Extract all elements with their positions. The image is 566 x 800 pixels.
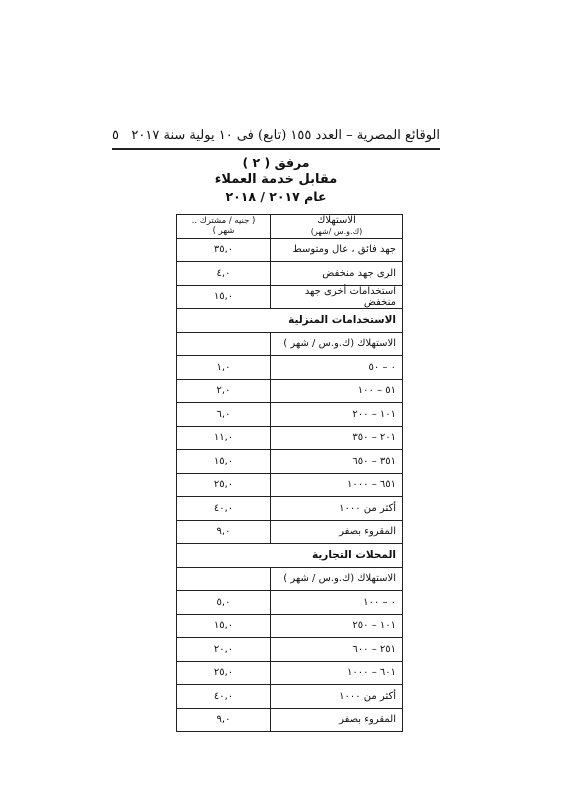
consumption-cell: ٣٥١ – ٦٥٠ bbox=[271, 450, 403, 474]
consumption-cell: ١٠١ – ٢٥٠ bbox=[271, 614, 403, 638]
consumption-cell: ٢٥١ – ٦٠٠ bbox=[271, 638, 403, 662]
fee-cell: ٦,٠ bbox=[177, 403, 271, 427]
consumption-cell: المقروء بصفر bbox=[271, 520, 403, 544]
table-row bbox=[177, 473, 403, 497]
section-row bbox=[177, 544, 403, 568]
table-row bbox=[177, 379, 403, 403]
consumption-cell: ٥١ – ١٠٠ bbox=[271, 379, 403, 403]
table-row bbox=[177, 591, 403, 615]
fee-cell: ٢٥,٠ bbox=[177, 661, 271, 685]
table-row bbox=[177, 262, 403, 286]
fee-cell: ٤٠,٠ bbox=[177, 685, 271, 709]
section-subheader-empty bbox=[177, 567, 271, 591]
fee-cell: ٣٥,٠ bbox=[177, 238, 271, 262]
table-row bbox=[177, 238, 403, 262]
page-number: ٥ bbox=[112, 127, 119, 143]
year-title: عام ٢٠١٧ / ٢٠١٨ bbox=[225, 189, 327, 204]
consumption-cell: أكثر من ١٠٠٠ bbox=[271, 685, 403, 709]
table-row bbox=[177, 685, 403, 709]
fee-cell: ٢,٠ bbox=[177, 379, 271, 403]
table-row bbox=[177, 708, 403, 732]
fee-header: ( جنيه / مشترك .. شهر ) bbox=[177, 215, 271, 239]
table-row bbox=[177, 356, 403, 380]
document-titles bbox=[112, 154, 440, 205]
table-row bbox=[177, 638, 403, 662]
fee-cell: ٤٠,٠ bbox=[177, 497, 271, 521]
consumption-cell: استخدامات أخرى جهد منخفض bbox=[271, 285, 403, 309]
fee-cell: ٥,٠ bbox=[177, 591, 271, 615]
section-subheader-row bbox=[177, 567, 403, 591]
table-row bbox=[177, 497, 403, 521]
consumption-cell: ٠ – ١٠٠ bbox=[271, 591, 403, 615]
fee-cell: ٤,٠ bbox=[177, 262, 271, 286]
consumption-cell: أكثر من ١٠٠٠ bbox=[271, 497, 403, 521]
consumption-cell: ٠ – ٥٠ bbox=[271, 356, 403, 380]
consumption-header-label: الاستهلاك bbox=[317, 215, 356, 227]
section-subheader: الاستهلاك (ك.و.س / شهر ) bbox=[271, 332, 403, 356]
gazette-header bbox=[112, 124, 440, 146]
consumption-cell: ١٠١ – ٢٠٠ bbox=[271, 403, 403, 427]
fee-cell: ٢٠,٠ bbox=[177, 638, 271, 662]
section-subheader-empty bbox=[177, 332, 271, 356]
table-row bbox=[177, 403, 403, 427]
fee-cell: ١٥,٠ bbox=[177, 614, 271, 638]
consumption-header bbox=[271, 215, 403, 239]
consumption-cell: المقروء بصفر bbox=[271, 708, 403, 732]
fee-cell: ٩,٠ bbox=[177, 520, 271, 544]
section-row bbox=[177, 309, 403, 333]
consumption-cell: ٢٠١ – ٣٥٠ bbox=[271, 426, 403, 450]
subject-title: مقابل خدمة العملاء bbox=[214, 172, 338, 187]
fee-cell: ٢٥,٠ bbox=[177, 473, 271, 497]
consumption-cell: جهد فائق ، عال ومتوسط bbox=[271, 238, 403, 262]
fee-cell: ١٥,٠ bbox=[177, 450, 271, 474]
annex-title: مرفق ( ٢ ) bbox=[242, 155, 310, 170]
table-row bbox=[177, 426, 403, 450]
fee-cell: ٩,٠ bbox=[177, 708, 271, 732]
table-row bbox=[177, 520, 403, 544]
fees-table bbox=[176, 214, 403, 732]
fee-cell: ١٥,٠ bbox=[177, 285, 271, 309]
section-title: الاستخدامات المنزلية bbox=[177, 309, 403, 333]
consumption-cell: الرى جهد منخفض bbox=[271, 262, 403, 286]
fee-cell: ١١,٠ bbox=[177, 426, 271, 450]
consumption-header-unit: (ك.و.س /شهر) bbox=[310, 227, 363, 237]
table-row bbox=[177, 450, 403, 474]
gazette-title: الوقائع المصرية – العدد ١٥٥ (تابع) فى ١٠ يولية سنة ٢٠١٧ bbox=[131, 127, 440, 143]
table-row bbox=[177, 285, 403, 309]
consumption-cell: ٦٥١ – ١٠٠٠ bbox=[271, 473, 403, 497]
table-row bbox=[177, 661, 403, 685]
section-subheader-row bbox=[177, 332, 403, 356]
header-rule bbox=[112, 148, 440, 150]
table-row bbox=[177, 614, 403, 638]
section-subheader: الاستهلاك (ك.و.س / شهر ) bbox=[271, 567, 403, 591]
table-header-row bbox=[177, 215, 403, 239]
consumption-cell: ٦٠١ – ١٠٠٠ bbox=[271, 661, 403, 685]
fee-cell: ١,٠ bbox=[177, 356, 271, 380]
section-title: المحلات التجارية bbox=[177, 544, 403, 568]
